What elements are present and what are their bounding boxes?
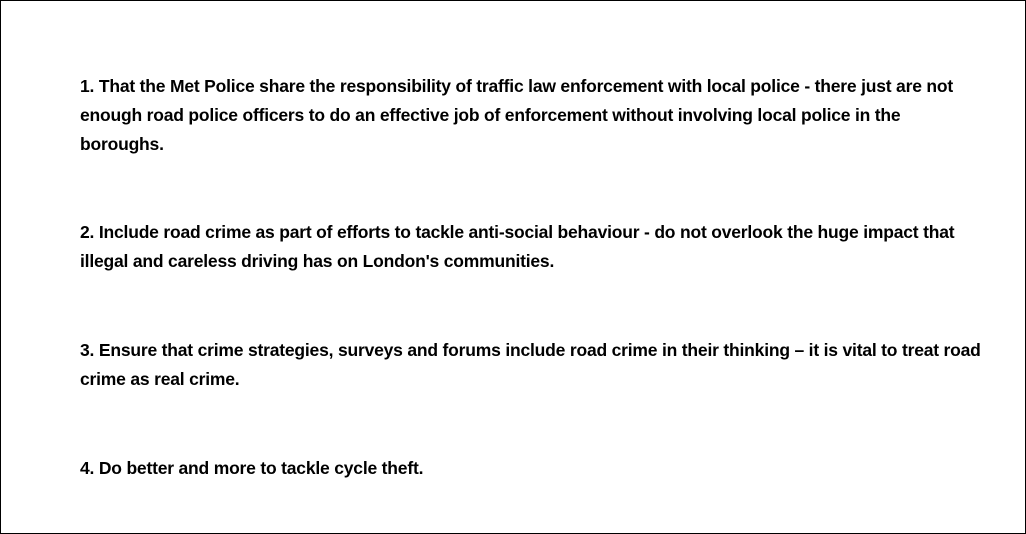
recommendation-item-2: 2. Include road crime as part of efforts to tackle anti-social behaviour - do not overlook the huge impact that illegal and careless driving has on London's communities. <box>80 222 955 271</box>
recommendation-item-4: 4. Do better and more to tackle cycle theft. <box>80 458 424 478</box>
recommendation-item-3: 3. Ensure that crime strategies, surveys and forums include road crime in their thinking – it is vital to treat road crime as real crime. <box>80 340 981 389</box>
recommendation-item-1: 1. That the Met Police share the responsibility of traffic law enforcement with local police - there just are not enough road police officers to do an effective job of enforcement without involving local police in the boroughs. <box>80 76 954 154</box>
